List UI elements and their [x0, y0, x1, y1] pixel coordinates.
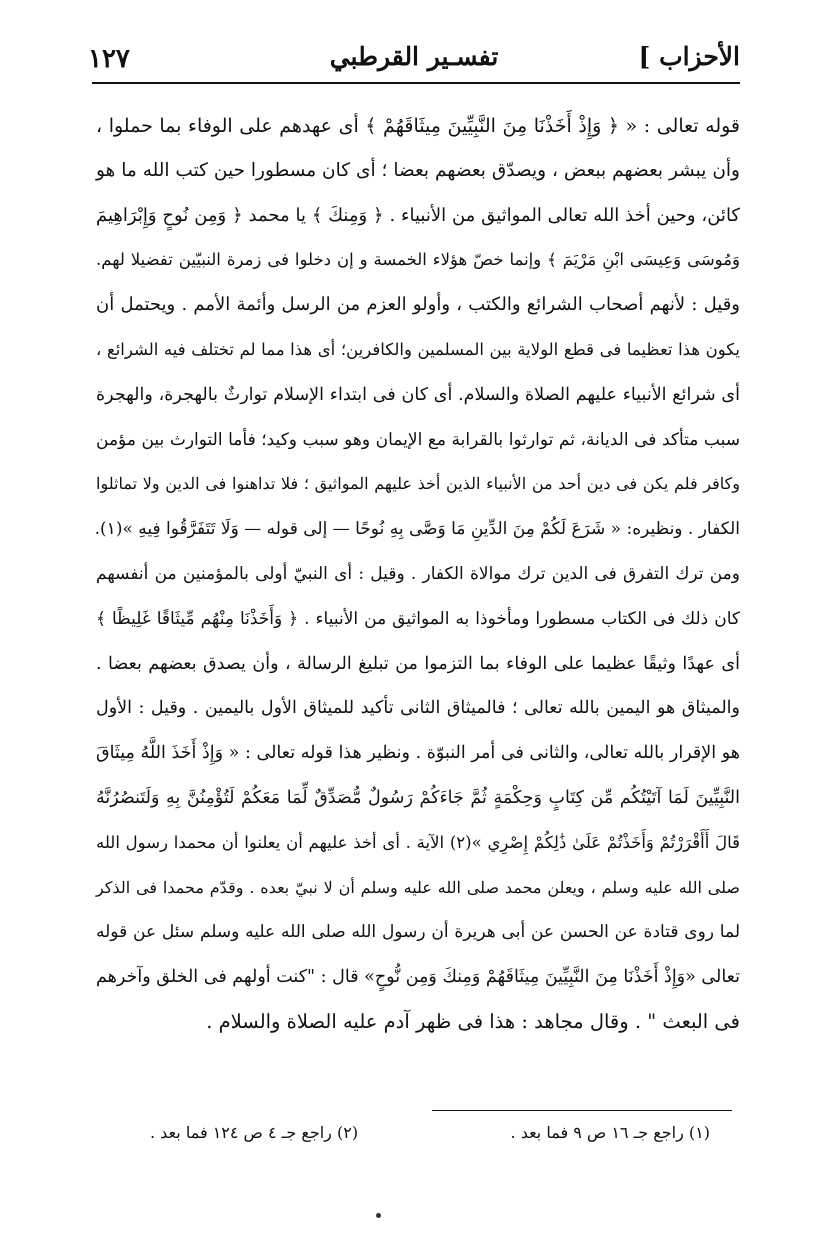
footnote-rule: [432, 1110, 732, 1111]
text-line: والميثاق هو اليمين بالله تعالى ؛ فالميثاق الثانى تأكيد للميثاق الأول باليمين . وقيل : الأول: [96, 698, 740, 719]
text-line: وقيل : لأنهم أصحاب الشرائع والكتب ، وأولو العزم من الرسل وأئمة الأمم . ويحتمل أن: [96, 294, 740, 316]
text-line: النَّبِيِّينَ لَمَا آتَيْتُكُم مِّن كِتَابٍ وَحِكْمَةٍ ثُمَّ جَاءَكُمْ رَسُولٌ مُّصَدِّقٌ لِّمَا مَعَكُمْ لَتُؤْمِنُنَّ بِهِ وَلَتَنصُرُنَّهُ: [96, 787, 740, 808]
footnote-1: (١) راجع جـ ١٦ ص ٩ فما بعد .: [510, 1123, 710, 1142]
page-header: [88, 38, 740, 82]
text-line: لما روى قتادة عن الحسن عن أبى هريرة أن رسول الله صلى الله عليه وسلم سئل عن قوله: [96, 922, 740, 943]
text-line: يكون هذا تعظيما فى قطع الولاية بين المسلمين والكافرين؛ أى هذا مما لم تختلف فيه الشرائع ،: [96, 339, 740, 359]
text-line: أى عهدًا وثيقًا عظيما على الوفاء بما التزموا من تبليغ الرسالة ، وأن يصدق بعضهم بعضا .: [96, 653, 740, 674]
running-title: تفسـير القرطبي: [329, 42, 499, 71]
text-line: الكفار . ونظيره: « شَرَعَ لَكُمْ مِنَ الدِّينِ مَا وَصَّى بِهِ نُوحًا — إلى قوله — وَلَا تَتَفَرَّقُوا فِيهِ »(١).: [94, 519, 740, 540]
page-number: ١٢٧: [88, 44, 130, 74]
body-text: [96, 104, 740, 1045]
text-line: فى البعث " . وقال مجاهد : هذا فى ظهر آدم عليه الصلاة والسلام .: [206, 1009, 740, 1033]
print-speck: [376, 1213, 381, 1218]
text-line: كان ذلك فى الكتاب مسطورا ومأخوذا به المواثيق من الأنبياء . ﴿ وَأَخَذْنَا مِنْهُم مِّيثَاقًا غَلِيظًا ﴾: [96, 608, 740, 629]
text-line: وأن يبشر بعضهم ببعض ، ويصدّق بعضهم بعضا ؛ أى كان مسطورا حين كتب الله ما هو: [96, 159, 740, 181]
text-line: وكافر فلم يكن فى دين أحد من الأنبياء الذين أخذ عليهم المواثيق ؛ فلا تداهنوا فى الدين ولا تماثلوا: [96, 474, 740, 494]
text-line: قَالَ أَأَقْرَرْتُمْ وَأَخَذْتُمْ عَلَىٰ ذَٰلِكُمْ إِصْرِي »(٢) الآية . أى أخذ عليهم أن يعلنوا أن محمدا رسول الله: [96, 832, 740, 852]
surah-name: الأحزاب ]: [638, 42, 740, 71]
text-line: هو الإقرار بالله تعالى، والثانى فى أمر النبوّة . ونظير هذا قوله تعالى : « وَإِذْ أَخَذَ اللَّهُ مِيثَاقَ: [96, 743, 740, 764]
text-line: وَمُوسَى وَعِيسَى ابْنِ مَرْيَمَ ﴾ وإنما خصّ هؤلاء الخمسة و إن دخلوا فى زمرة النبيّين تفضيلا لهم.: [96, 250, 740, 270]
footnote-2: (٢) راجع جـ ٤ ص ١٢٤ فما بعد .: [150, 1123, 359, 1142]
text-line: صلى الله عليه وسلم ، ويعلن محمد صلى الله عليه وسلم أن لا نبيّ بعده . وقدّم محمدا فى الذكر: [96, 877, 740, 897]
text-line: سبب متأكد فى الديانة، ثم توارثوا بالقرابة مع الإيمان وهو سبب وكيد؛ فأما التوارث بين مؤمن: [96, 429, 740, 450]
header-rule: [92, 82, 740, 84]
text-line: أى شرائع الأنبياء عليهم الصلاة والسلام. أى كان فى ابتداء الإسلام توارثٌ بالهجرة، والهجرة: [96, 384, 740, 405]
text-line: كائن، وحين أخذ الله تعالى المواثيق من الأنبياء . ﴿ وَمِنكَ ﴾ يا محمد ﴿ وَمِن نُوحٍ وَإِبْرَاهِيمَ: [96, 204, 740, 226]
text-line: تعالى «وَإِذْ أَخَذْنَا مِنَ النَّبِيِّينَ مِيثَاقَهُمْ وَمِنكَ وَمِن نُّوحٍ» قال : "كنت أولهم فى الخلق وآخرهم: [96, 967, 740, 988]
text-line: ومن ترك التفرق فى الدين ترك موالاة الكفار . وقيل : أى النبيّ أولى بالمؤمنين من أنفسهم: [96, 563, 740, 584]
text-line: قوله تعالى : « ﴿ وَإِذْ أَخَذْنَا مِنَ النَّبِيِّينَ مِيثَاقَهُمْ ﴾ أى عهدهم على الوفاء بما حملوا ،: [96, 115, 740, 137]
